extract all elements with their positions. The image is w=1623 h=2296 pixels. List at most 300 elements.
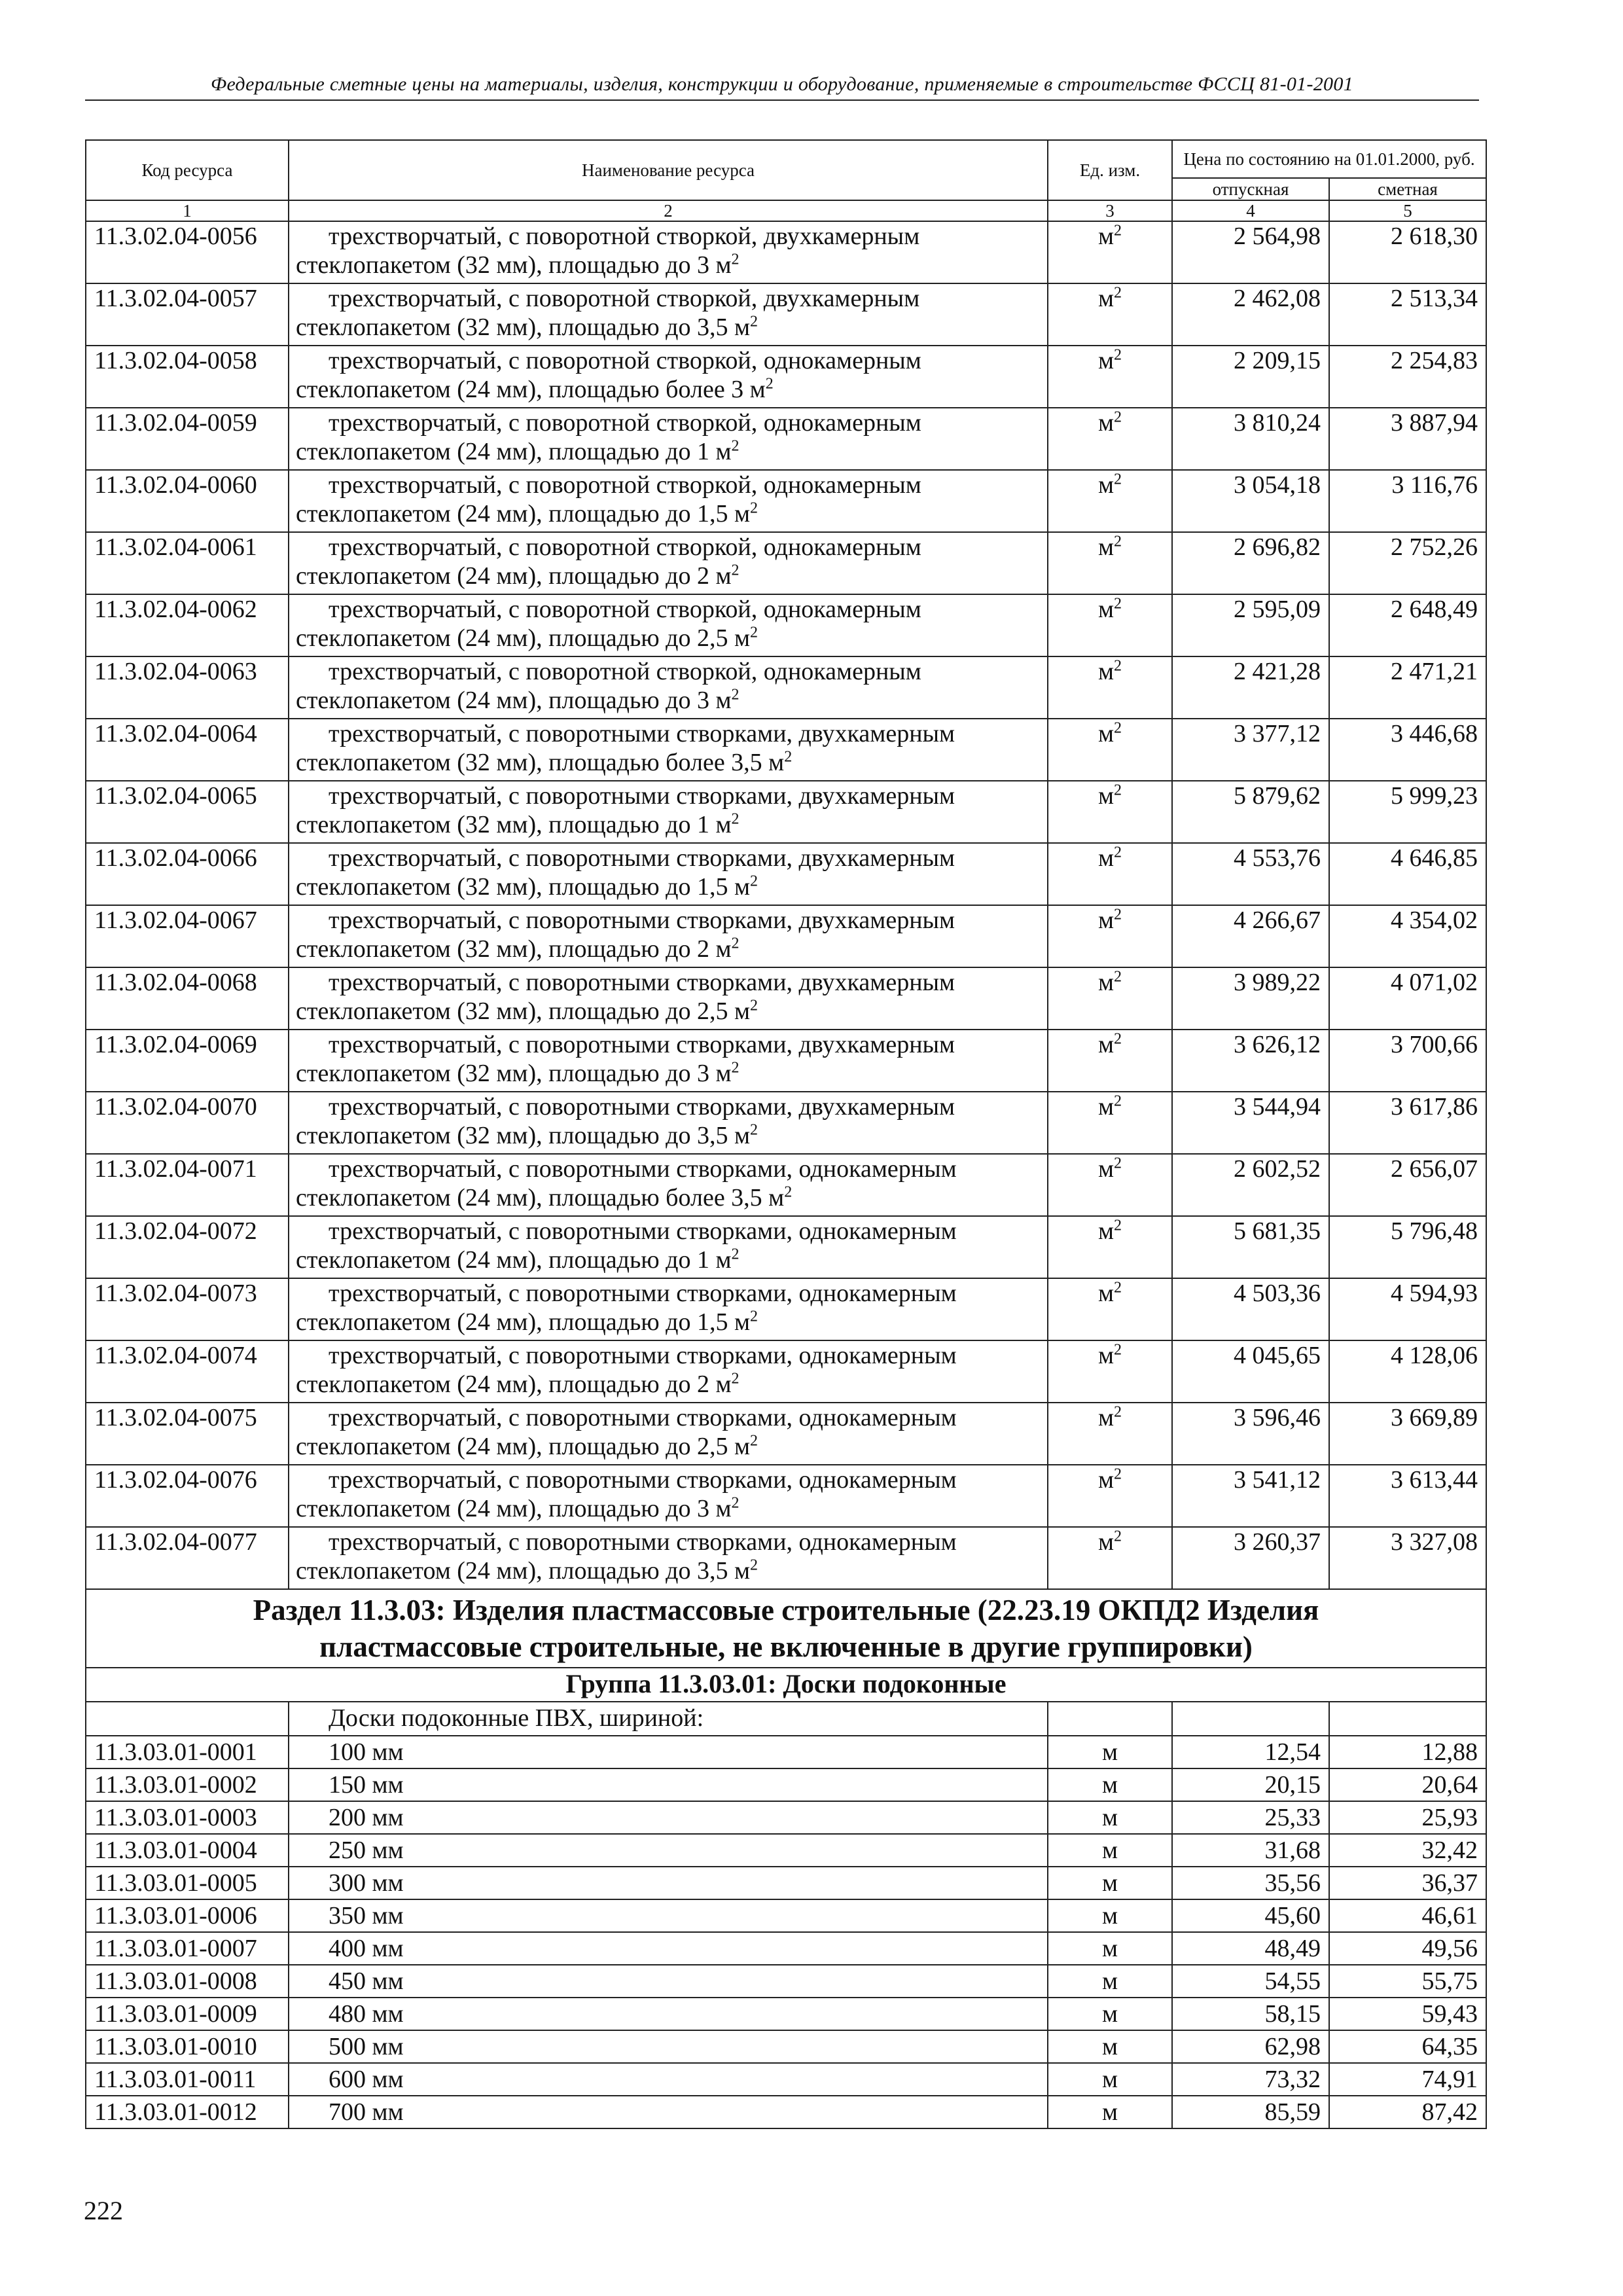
resource-code: 11.3.02.04-0058 — [86, 346, 289, 408]
estimate-price: 3 116,76 — [1329, 470, 1486, 532]
release-price: 3 810,24 — [1172, 408, 1329, 470]
resource-name-line-1: трехстворчатый, с поворотными створками, двухкамерным — [329, 782, 955, 810]
area-exponent: 2 — [750, 872, 758, 890]
unit: м — [1097, 1280, 1115, 1307]
area-exponent: 2 — [731, 1370, 740, 1388]
resource-name-line-1: трехстворчатый, с поворотной створкой, однокамерным — [329, 347, 921, 374]
resource-name: 450 мм — [289, 1965, 1048, 1998]
resource-name: 700 мм — [289, 2096, 1048, 2128]
resource-name — [289, 408, 1048, 470]
unit-cell — [1048, 283, 1172, 346]
table-row — [86, 2063, 1486, 2096]
area-exponent: 2 — [784, 1183, 793, 1201]
empty-cell — [86, 1702, 289, 1736]
estimate-price: 3 669,89 — [1329, 1403, 1486, 1465]
release-price: 2 595,09 — [1172, 594, 1329, 656]
section-heading-line-1: Раздел 11.3.03: Изделия пластмассовые строительные (22.23.19 ОКПД2 Изделия — [253, 1594, 1319, 1626]
resource-name-line-1: трехстворчатый, с поворотными створками, однокамерным — [329, 1466, 957, 1494]
area-exponent: 2 — [750, 624, 758, 641]
estimate-price: 2 254,83 — [1329, 346, 1486, 408]
release-price: 4 553,76 — [1172, 843, 1329, 905]
unit: м — [1048, 1998, 1172, 2030]
table-row — [86, 2030, 1486, 2063]
table-row — [86, 1465, 1486, 1527]
release-price: 4 045,65 — [1172, 1340, 1329, 1403]
estimate-price: 74,91 — [1329, 2063, 1486, 2096]
resource-name-line-2: стеклопакетом (24 мм), площадью более 3,5 м — [296, 1184, 785, 1211]
empty-cell — [1172, 1702, 1329, 1736]
resource-name — [289, 781, 1048, 843]
resource-code: 11.3.02.04-0077 — [86, 1527, 289, 1589]
unit: м — [1048, 1801, 1172, 1834]
resource-code: 11.3.02.04-0073 — [86, 1278, 289, 1340]
area-exponent: 2 — [731, 935, 740, 952]
estimate-price: 3 613,44 — [1329, 1465, 1486, 1527]
resource-name-line-2: стеклопакетом (24 мм), площадью до 2 м — [296, 562, 732, 590]
estimate-price: 59,43 — [1329, 1998, 1486, 2030]
resource-name-line-2: стеклопакетом (24 мм), площадью более 3 м — [296, 376, 766, 403]
unit: м — [1097, 223, 1115, 250]
resource-code: 11.3.02.04-0063 — [86, 656, 289, 719]
area-exponent: 2 — [731, 810, 740, 828]
unit: м — [1097, 906, 1115, 934]
group-heading: Группа 11.3.03.01: Доски подоконные — [86, 1668, 1486, 1702]
resource-name: 150 мм — [289, 1768, 1048, 1801]
unit-exponent: 2 — [1114, 284, 1122, 302]
estimate-price: 2 656,07 — [1329, 1154, 1486, 1216]
estimate-price: 2 648,49 — [1329, 594, 1486, 656]
release-price: 62,98 — [1172, 2030, 1329, 2063]
unit: м — [1097, 1217, 1115, 1245]
area-exponent: 2 — [750, 499, 758, 517]
table-row — [86, 1768, 1486, 1801]
resource-code: 11.3.03.01-0008 — [86, 1965, 289, 1998]
resource-name — [289, 594, 1048, 656]
resource-name-line-1: трехстворчатый, с поворотными створками, однокамерным — [329, 1404, 957, 1431]
resource-name: 250 мм — [289, 1834, 1048, 1867]
release-price: 85,59 — [1172, 2096, 1329, 2128]
release-price: 3 626,12 — [1172, 1030, 1329, 1092]
resource-code: 11.3.02.04-0075 — [86, 1403, 289, 1465]
resource-name: 350 мм — [289, 1899, 1048, 1932]
resource-code: 11.3.02.04-0068 — [86, 967, 289, 1030]
estimate-price: 2 752,26 — [1329, 532, 1486, 594]
table-row — [86, 1340, 1486, 1403]
estimate-price: 55,75 — [1329, 1965, 1486, 1998]
estimate-price: 4 128,06 — [1329, 1340, 1486, 1403]
col-header-estimate: сметная — [1329, 178, 1486, 200]
release-price: 54,55 — [1172, 1965, 1329, 1998]
unit-cell — [1048, 843, 1172, 905]
resource-name-line-2: стеклопакетом (32 мм), площадью до 3 м — [296, 1060, 732, 1087]
release-price: 2 209,15 — [1172, 346, 1329, 408]
unit: м — [1097, 1093, 1115, 1121]
col-header-code: Код ресурса — [86, 140, 289, 200]
resource-name-line-2: стеклопакетом (32 мм), площадью до 1,5 м — [296, 873, 751, 901]
area-exponent: 2 — [750, 313, 758, 331]
resource-code: 11.3.03.01-0004 — [86, 1834, 289, 1867]
estimate-price: 4 354,02 — [1329, 905, 1486, 967]
unit-exponent: 2 — [1114, 781, 1122, 799]
unit-exponent: 2 — [1114, 1403, 1122, 1421]
section-heading-line-2: пластмассовые строительные, не включенные в другие группировки) — [319, 1630, 1253, 1663]
area-exponent: 2 — [765, 375, 774, 393]
unit-cell — [1048, 532, 1172, 594]
col-header-unit: Ед. изм. — [1048, 140, 1172, 200]
unit: м — [1097, 347, 1115, 374]
resource-name-line-1: трехстворчатый, с поворотной створкой, однокамерным — [329, 471, 921, 499]
estimate-price: 32,42 — [1329, 1834, 1486, 1867]
unit: м — [1097, 1342, 1115, 1369]
release-price: 2 602,52 — [1172, 1154, 1329, 1216]
resource-name-line-1: трехстворчатый, с поворотной створкой, однокамерным — [329, 658, 921, 685]
unit: м — [1048, 1768, 1172, 1801]
resource-code: 11.3.02.04-0064 — [86, 719, 289, 781]
estimate-price: 3 887,94 — [1329, 408, 1486, 470]
page-number: 222 — [84, 2196, 123, 2225]
column-number: 1 — [86, 200, 289, 221]
resource-name-line-1: трехстворчатый, с поворотными створками, двухкамерным — [329, 720, 955, 747]
unit: м — [1097, 1155, 1115, 1183]
resource-name-line-1: трехстворчатый, с поворотной створкой, однокамерным — [329, 596, 921, 623]
unit-cell — [1048, 719, 1172, 781]
resource-name-line-2: стеклопакетом (24 мм), площадью до 2,5 м — [296, 624, 751, 652]
resource-name — [289, 1340, 1048, 1403]
resource-name — [289, 1216, 1048, 1278]
resource-code: 11.3.03.01-0006 — [86, 1899, 289, 1932]
release-price: 25,33 — [1172, 1801, 1329, 1834]
release-price: 3 596,46 — [1172, 1403, 1329, 1465]
unit: м — [1097, 1031, 1115, 1058]
release-price: 3 544,94 — [1172, 1092, 1329, 1154]
resource-code: 11.3.03.01-0001 — [86, 1736, 289, 1768]
resource-name: 500 мм — [289, 2030, 1048, 2063]
table-row — [86, 656, 1486, 719]
col-header-price-group: Цена по состоянию на 01.01.2000, руб. — [1172, 140, 1486, 178]
unit: м — [1097, 844, 1115, 872]
resource-name-line-1: трехстворчатый, с поворотными створками, однокамерным — [329, 1342, 957, 1369]
table-row — [86, 1867, 1486, 1899]
price-table — [85, 139, 1487, 2129]
table-row — [86, 1403, 1486, 1465]
table-row — [86, 1801, 1486, 1834]
estimate-price: 4 594,93 — [1329, 1278, 1486, 1340]
resource-code: 11.3.03.01-0011 — [86, 2063, 289, 2096]
table-row — [86, 1965, 1486, 1998]
resource-name-line-1: трехстворчатый, с поворотной створкой, однокамерным — [329, 409, 921, 437]
resource-code: 11.3.03.01-0002 — [86, 1768, 289, 1801]
area-exponent: 2 — [731, 251, 740, 268]
release-price: 58,15 — [1172, 1998, 1329, 2030]
resource-name-line-2: стеклопакетом (24 мм), площадью до 3,5 м — [296, 1557, 751, 1585]
resource-name-line-1: трехстворчатый, с поворотными створками, двухкамерным — [329, 1031, 955, 1058]
unit-exponent: 2 — [1114, 533, 1122, 550]
resource-name-line-1: трехстворчатый, с поворотными створками, двухкамерным — [329, 906, 955, 934]
resource-name: 200 мм — [289, 1801, 1048, 1834]
column-number: 3 — [1048, 200, 1172, 221]
unit: м — [1097, 658, 1115, 685]
table-row — [86, 1736, 1486, 1768]
estimate-price: 2 471,21 — [1329, 656, 1486, 719]
unit-exponent: 2 — [1114, 906, 1122, 924]
estimate-price: 64,35 — [1329, 2030, 1486, 2063]
unit-exponent: 2 — [1114, 1341, 1122, 1359]
resource-code: 11.3.03.01-0003 — [86, 1801, 289, 1834]
section-heading — [86, 1589, 1486, 1668]
unit-exponent: 2 — [1114, 1092, 1122, 1110]
estimate-price: 5 999,23 — [1329, 781, 1486, 843]
release-price: 3 989,22 — [1172, 967, 1329, 1030]
unit: м — [1048, 2063, 1172, 2096]
unit-exponent: 2 — [1114, 1155, 1122, 1172]
resource-code: 11.3.02.04-0071 — [86, 1154, 289, 1216]
unit-cell — [1048, 1154, 1172, 1216]
unit-cell — [1048, 967, 1172, 1030]
area-exponent: 2 — [750, 1432, 758, 1450]
unit: м — [1097, 720, 1115, 747]
resource-code: 11.3.02.04-0059 — [86, 408, 289, 470]
resource-name — [289, 1092, 1048, 1154]
unit-cell — [1048, 221, 1172, 283]
resource-name — [289, 1403, 1048, 1465]
unit: м — [1048, 1965, 1172, 1998]
resource-name-line-2: стеклопакетом (24 мм), площадью до 3 м — [296, 1495, 732, 1522]
release-price: 2 462,08 — [1172, 283, 1329, 346]
unit-exponent: 2 — [1114, 719, 1122, 737]
table-row — [86, 1998, 1486, 2030]
resource-code: 11.3.03.01-0009 — [86, 1998, 289, 2030]
unit: м — [1048, 1736, 1172, 1768]
resource-name — [289, 1465, 1048, 1527]
release-price: 31,68 — [1172, 1834, 1329, 1867]
unit-exponent: 2 — [1114, 471, 1122, 488]
table-row — [86, 1834, 1486, 1867]
resource-name — [289, 1154, 1048, 1216]
table-row — [86, 1932, 1486, 1965]
empty-cell — [1329, 1702, 1486, 1736]
unit-cell — [1048, 1340, 1172, 1403]
unit-cell — [1048, 1278, 1172, 1340]
resource-name — [289, 1278, 1048, 1340]
resource-name — [289, 470, 1048, 532]
unit: м — [1097, 409, 1115, 437]
table-row — [86, 781, 1486, 843]
col-header-name: Наименование ресурса — [289, 140, 1048, 200]
resource-name-line-2: стеклопакетом (24 мм), площадью до 1 м — [296, 1246, 732, 1274]
unit: м — [1097, 533, 1115, 561]
unit-cell — [1048, 1527, 1172, 1589]
unit-exponent: 2 — [1114, 346, 1122, 364]
resource-name-line-2: стеклопакетом (24 мм), площадью до 1,5 м — [296, 500, 751, 528]
estimate-price: 5 796,48 — [1329, 1216, 1486, 1278]
estimate-price: 20,64 — [1329, 1768, 1486, 1801]
area-exponent: 2 — [750, 1308, 758, 1325]
unit-exponent: 2 — [1114, 1030, 1122, 1048]
table-row — [86, 2096, 1486, 2128]
resource-name-line-2: стеклопакетом (32 мм), площадью до 3 м — [296, 251, 732, 279]
unit-cell — [1048, 656, 1172, 719]
estimate-price: 4 071,02 — [1329, 967, 1486, 1030]
resource-name-line-1: трехстворчатый, с поворотными створками, однокамерным — [329, 1280, 957, 1307]
unit: м — [1048, 2096, 1172, 2128]
estimate-price: 3 446,68 — [1329, 719, 1486, 781]
estimate-price: 46,61 — [1329, 1899, 1486, 1932]
table-row — [86, 1154, 1486, 1216]
resource-code: 11.3.03.01-0007 — [86, 1932, 289, 1965]
resource-name — [289, 719, 1048, 781]
resource-code: 11.3.03.01-0010 — [86, 2030, 289, 2063]
resource-code: 11.3.02.04-0072 — [86, 1216, 289, 1278]
estimate-price: 3 327,08 — [1329, 1527, 1486, 1589]
column-numbers-row — [86, 200, 1486, 221]
estimate-price: 87,42 — [1329, 2096, 1486, 2128]
subheading-row — [86, 1702, 1486, 1736]
table-row — [86, 594, 1486, 656]
estimate-price: 3 617,86 — [1329, 1092, 1486, 1154]
table-row — [86, 843, 1486, 905]
table-row — [86, 1278, 1486, 1340]
release-price: 2 564,98 — [1172, 221, 1329, 283]
resource-name — [289, 221, 1048, 283]
resource-name-line-2: стеклопакетом (32 мм), площадью до 3,5 м — [296, 1122, 751, 1149]
table-row — [86, 532, 1486, 594]
column-number: 5 — [1329, 200, 1486, 221]
release-price: 12,54 — [1172, 1736, 1329, 1768]
unit-exponent: 2 — [1114, 222, 1122, 240]
resource-code: 11.3.02.04-0062 — [86, 594, 289, 656]
resource-name — [289, 905, 1048, 967]
resource-name-line-1: трехстворчатый, с поворотной створкой, двухкамерным — [329, 223, 920, 250]
resource-name: 400 мм — [289, 1932, 1048, 1965]
resource-name — [289, 843, 1048, 905]
unit: м — [1097, 969, 1115, 996]
estimate-price: 3 700,66 — [1329, 1030, 1486, 1092]
table-row — [86, 905, 1486, 967]
resource-name: 480 мм — [289, 1998, 1048, 2030]
column-number: 4 — [1172, 200, 1329, 221]
area-exponent: 2 — [731, 1246, 740, 1263]
unit-exponent: 2 — [1114, 1528, 1122, 1545]
area-exponent: 2 — [731, 1059, 740, 1077]
running-header: Федеральные сметные цены на материалы, изделия, конструкции и оборудование, применяемые в строительстве ФССЦ 81-01-2001 — [85, 73, 1479, 101]
area-exponent: 2 — [750, 1121, 758, 1139]
unit: м — [1097, 596, 1115, 623]
unit-cell — [1048, 470, 1172, 532]
resource-name — [289, 967, 1048, 1030]
section-heading-row — [86, 1589, 1486, 1668]
resource-code: 11.3.02.04-0066 — [86, 843, 289, 905]
resource-name — [289, 283, 1048, 346]
unit-cell — [1048, 346, 1172, 408]
resource-name — [289, 656, 1048, 719]
resource-code: 11.3.02.04-0061 — [86, 532, 289, 594]
table-row — [86, 967, 1486, 1030]
unit: м — [1097, 285, 1115, 312]
unit: м — [1048, 1932, 1172, 1965]
unit-exponent: 2 — [1114, 1217, 1122, 1234]
unit-exponent: 2 — [1114, 844, 1122, 861]
unit: м — [1048, 1867, 1172, 1899]
resource-name: 300 мм — [289, 1867, 1048, 1899]
resource-name-line-2: стеклопакетом (24 мм), площадью до 2,5 м — [296, 1433, 751, 1460]
unit-cell — [1048, 1403, 1172, 1465]
release-price: 20,15 — [1172, 1768, 1329, 1801]
resource-name-line-1: трехстворчатый, с поворотными створками, однокамерным — [329, 1155, 957, 1183]
estimate-price: 4 646,85 — [1329, 843, 1486, 905]
resource-name — [289, 346, 1048, 408]
unit-cell — [1048, 905, 1172, 967]
column-number: 2 — [289, 200, 1048, 221]
resource-code: 11.3.02.04-0067 — [86, 905, 289, 967]
resource-name-line-2: стеклопакетом (24 мм), площадью до 2 м — [296, 1371, 732, 1398]
resource-code: 11.3.03.01-0005 — [86, 1867, 289, 1899]
resource-code: 11.3.02.04-0076 — [86, 1465, 289, 1527]
unit: м — [1048, 1834, 1172, 1867]
estimate-price: 25,93 — [1329, 1801, 1486, 1834]
release-price: 3 260,37 — [1172, 1527, 1329, 1589]
unit: м — [1097, 1404, 1115, 1431]
resource-name-line-1: трехстворчатый, с поворотными створками, однокамерным — [329, 1528, 957, 1556]
unit-exponent: 2 — [1114, 1279, 1122, 1297]
unit: м — [1097, 471, 1115, 499]
unit-cell — [1048, 1030, 1172, 1092]
subheading: Доски подоконные ПВХ, шириной: — [289, 1702, 1048, 1736]
resource-code: 11.3.02.04-0065 — [86, 781, 289, 843]
table-row — [86, 1899, 1486, 1932]
unit: м — [1097, 1466, 1115, 1494]
unit: м — [1097, 1528, 1115, 1556]
unit-cell — [1048, 1216, 1172, 1278]
resource-code: 11.3.03.01-0012 — [86, 2096, 289, 2128]
release-price: 3 054,18 — [1172, 470, 1329, 532]
unit: м — [1048, 2030, 1172, 2063]
table-row — [86, 1527, 1486, 1589]
release-price: 3 541,12 — [1172, 1465, 1329, 1527]
estimate-price: 12,88 — [1329, 1736, 1486, 1768]
resource-name — [289, 1030, 1048, 1092]
release-price: 5 681,35 — [1172, 1216, 1329, 1278]
resource-name-line-1: трехстворчатый, с поворотной створкой, однокамерным — [329, 533, 921, 561]
resource-name-line-2: стеклопакетом (32 мм), площадью до 3,5 м — [296, 314, 751, 341]
table-row — [86, 470, 1486, 532]
resource-code: 11.3.02.04-0069 — [86, 1030, 289, 1092]
release-price: 4 503,36 — [1172, 1278, 1329, 1340]
group-heading-row — [86, 1668, 1486, 1702]
area-exponent: 2 — [731, 686, 740, 704]
resource-name-line-1: трехстворчатый, с поворотными створками, однокамерным — [329, 1217, 957, 1245]
resource-name-line-2: стеклопакетом (24 мм), площадью до 3 м — [296, 687, 732, 714]
unit-cell — [1048, 408, 1172, 470]
resource-name-line-2: стеклопакетом (32 мм), площадью до 2 м — [296, 935, 732, 963]
estimate-price: 36,37 — [1329, 1867, 1486, 1899]
unit-exponent: 2 — [1114, 657, 1122, 675]
estimate-price: 2 513,34 — [1329, 283, 1486, 346]
unit: м — [1048, 1899, 1172, 1932]
resource-name-line-2: стеклопакетом (32 мм), площадью более 3,5 м — [296, 749, 785, 776]
table-row — [86, 1092, 1486, 1154]
resource-code: 11.3.02.04-0057 — [86, 283, 289, 346]
table-row — [86, 1030, 1486, 1092]
area-exponent: 2 — [750, 997, 758, 1014]
resource-name-line-2: стеклопакетом (32 мм), площадью до 2,5 м — [296, 997, 751, 1025]
table-row — [86, 221, 1486, 283]
unit-cell — [1048, 781, 1172, 843]
unit-exponent: 2 — [1114, 968, 1122, 986]
area-exponent: 2 — [731, 1494, 740, 1512]
resource-code: 11.3.02.04-0070 — [86, 1092, 289, 1154]
release-price: 48,49 — [1172, 1932, 1329, 1965]
table-row — [86, 408, 1486, 470]
